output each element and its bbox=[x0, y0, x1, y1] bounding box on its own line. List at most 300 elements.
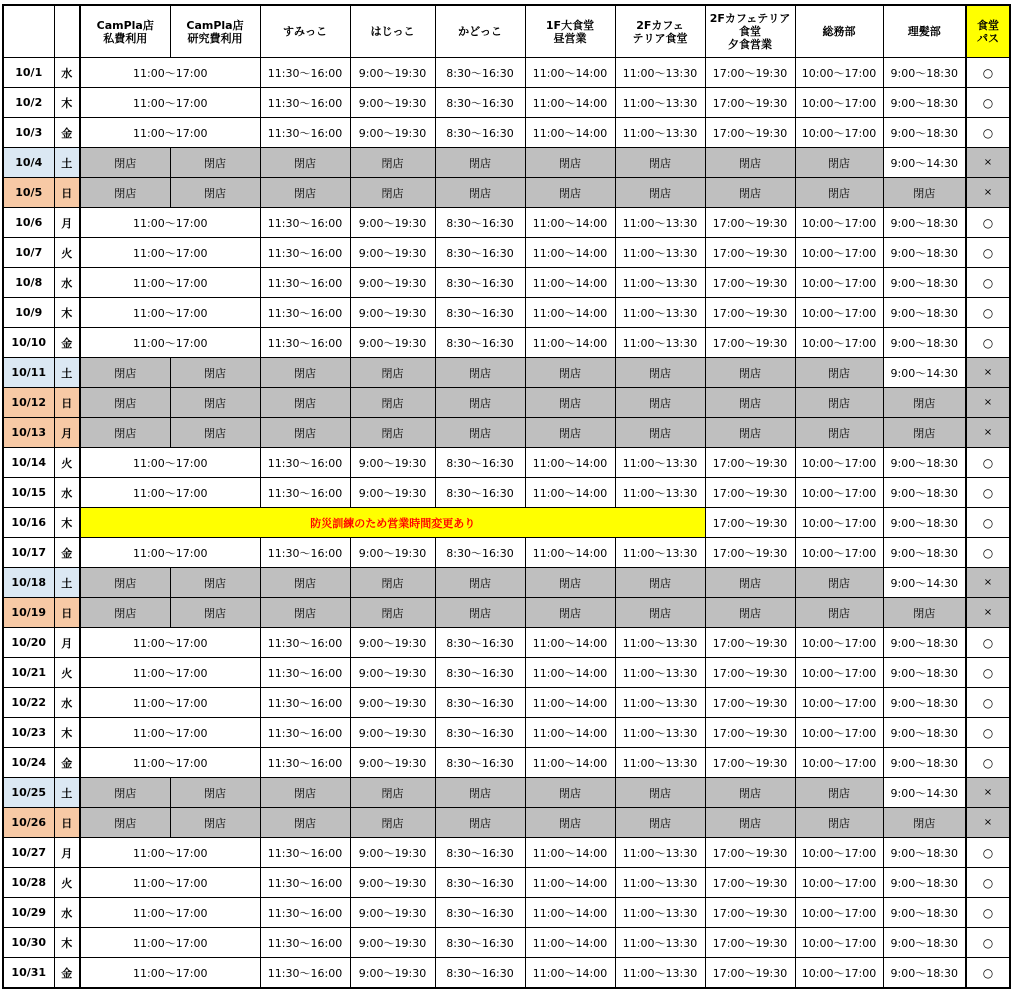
table-row bbox=[3, 688, 1010, 718]
barber-hours: 9:00〜14:30 bbox=[883, 148, 966, 178]
f2-cafeteria-hours: 11:00〜13:30 bbox=[615, 118, 705, 148]
campla-private-closed: 閉店 bbox=[80, 778, 170, 808]
general-affairs-hours: 10:00〜17:00 bbox=[795, 688, 883, 718]
cafeteria-pass-cell: × bbox=[966, 388, 1010, 418]
table-row bbox=[3, 148, 1010, 178]
notice-cell: 防災訓練のため営業時間変更あり bbox=[80, 508, 705, 538]
barber-hours: 9:00〜14:30 bbox=[883, 568, 966, 598]
cafeteria-pass-cell: ○ bbox=[966, 88, 1010, 118]
kadokko-closed: 閉店 bbox=[435, 178, 525, 208]
date-cell: 10/27 bbox=[3, 838, 54, 868]
date-cell: 10/25 bbox=[3, 778, 54, 808]
f2-dinner-hours: 17:00〜19:30 bbox=[705, 118, 795, 148]
sumikko-hours: 11:30〜16:00 bbox=[260, 838, 350, 868]
date-cell: 10/19 bbox=[3, 598, 54, 628]
table-row bbox=[3, 58, 1010, 88]
f2-cafeteria-hours: 11:00〜13:30 bbox=[615, 688, 705, 718]
f2-dinner-closed: 閉店 bbox=[705, 178, 795, 208]
hajikko-closed: 閉店 bbox=[350, 148, 435, 178]
hajikko-hours: 9:00〜19:30 bbox=[350, 628, 435, 658]
f2-cafeteria-hours: 11:00〜13:30 bbox=[615, 238, 705, 268]
campla-hours: 11:00〜17:00 bbox=[80, 838, 260, 868]
hajikko-closed: 閉店 bbox=[350, 178, 435, 208]
weekday-cell: 月 bbox=[54, 628, 80, 658]
kadokko-hours: 8:30〜16:30 bbox=[435, 928, 525, 958]
table-row bbox=[3, 448, 1010, 478]
f1-cafeteria-hours: 11:00〜14:00 bbox=[525, 928, 615, 958]
sumikko-hours: 11:30〜16:00 bbox=[260, 118, 350, 148]
f2-dinner-closed: 閉店 bbox=[705, 598, 795, 628]
f1-cafeteria-hours: 11:00〜14:00 bbox=[525, 208, 615, 238]
header-2f-dinner: 2Fカフェテリア 食堂 夕食営業 bbox=[705, 5, 795, 58]
barber-hours: 9:00〜18:30 bbox=[883, 748, 966, 778]
table-row bbox=[3, 298, 1010, 328]
kadokko-closed: 閉店 bbox=[435, 148, 525, 178]
sumikko-closed: 閉店 bbox=[260, 358, 350, 388]
f2-cafeteria-closed: 閉店 bbox=[615, 178, 705, 208]
cafeteria-pass-cell: × bbox=[966, 598, 1010, 628]
barber-hours: 9:00〜14:30 bbox=[883, 358, 966, 388]
general-affairs-hours: 10:00〜17:00 bbox=[795, 478, 883, 508]
f2-dinner-hours: 17:00〜19:30 bbox=[705, 508, 795, 538]
f2-cafeteria-hours: 11:00〜13:30 bbox=[615, 328, 705, 358]
table-row bbox=[3, 178, 1010, 208]
f1-cafeteria-closed: 閉店 bbox=[525, 598, 615, 628]
f1-cafeteria-closed: 閉店 bbox=[525, 388, 615, 418]
barber-closed: 閉店 bbox=[883, 808, 966, 838]
date-cell: 10/5 bbox=[3, 178, 54, 208]
weekday-cell: 土 bbox=[54, 358, 80, 388]
weekday-cell: 火 bbox=[54, 238, 80, 268]
kadokko-hours: 8:30〜16:30 bbox=[435, 958, 525, 989]
campla-hours: 11:00〜17:00 bbox=[80, 748, 260, 778]
hajikko-closed: 閉店 bbox=[350, 388, 435, 418]
f2-cafeteria-hours: 11:00〜13:30 bbox=[615, 448, 705, 478]
sumikko-hours: 11:30〜16:00 bbox=[260, 478, 350, 508]
table-row bbox=[3, 478, 1010, 508]
f2-cafeteria-hours: 11:00〜13:30 bbox=[615, 58, 705, 88]
sumikko-hours: 11:30〜16:00 bbox=[260, 748, 350, 778]
general-affairs-closed: 閉店 bbox=[795, 778, 883, 808]
hajikko-hours: 9:00〜19:30 bbox=[350, 958, 435, 989]
cafeteria-pass-cell: ○ bbox=[966, 898, 1010, 928]
hajikko-hours: 9:00〜19:30 bbox=[350, 88, 435, 118]
general-affairs-hours: 10:00〜17:00 bbox=[795, 868, 883, 898]
hajikko-hours: 9:00〜19:30 bbox=[350, 838, 435, 868]
barber-hours: 9:00〜18:30 bbox=[883, 508, 966, 538]
f2-dinner-hours: 17:00〜19:30 bbox=[705, 538, 795, 568]
date-cell: 10/4 bbox=[3, 148, 54, 178]
f2-dinner-closed: 閉店 bbox=[705, 148, 795, 178]
weekday-cell: 金 bbox=[54, 538, 80, 568]
f1-cafeteria-closed: 閉店 bbox=[525, 148, 615, 178]
sumikko-closed: 閉店 bbox=[260, 598, 350, 628]
f2-cafeteria-hours: 11:00〜13:30 bbox=[615, 298, 705, 328]
table-row bbox=[3, 748, 1010, 778]
f1-cafeteria-hours: 11:00〜14:00 bbox=[525, 868, 615, 898]
sumikko-hours: 11:30〜16:00 bbox=[260, 88, 350, 118]
f2-dinner-hours: 17:00〜19:30 bbox=[705, 448, 795, 478]
table-row bbox=[3, 118, 1010, 148]
f1-cafeteria-closed: 閉店 bbox=[525, 808, 615, 838]
cafeteria-pass-cell: × bbox=[966, 178, 1010, 208]
f2-cafeteria-hours: 11:00〜13:30 bbox=[615, 268, 705, 298]
campla-hours: 11:00〜17:00 bbox=[80, 658, 260, 688]
cafeteria-pass-cell: ○ bbox=[966, 958, 1010, 989]
barber-hours: 9:00〜18:30 bbox=[883, 838, 966, 868]
date-cell: 10/15 bbox=[3, 478, 54, 508]
date-cell: 10/10 bbox=[3, 328, 54, 358]
date-cell: 10/21 bbox=[3, 658, 54, 688]
date-cell: 10/3 bbox=[3, 118, 54, 148]
date-cell: 10/24 bbox=[3, 748, 54, 778]
cafeteria-pass-cell: ○ bbox=[966, 928, 1010, 958]
sumikko-hours: 11:30〜16:00 bbox=[260, 658, 350, 688]
weekday-cell: 土 bbox=[54, 568, 80, 598]
f2-dinner-hours: 17:00〜19:30 bbox=[705, 958, 795, 989]
cafeteria-pass-cell: ○ bbox=[966, 688, 1010, 718]
date-cell: 10/13 bbox=[3, 418, 54, 448]
hajikko-hours: 9:00〜19:30 bbox=[350, 448, 435, 478]
barber-hours: 9:00〜18:30 bbox=[883, 238, 966, 268]
date-cell: 10/18 bbox=[3, 568, 54, 598]
f2-cafeteria-closed: 閉店 bbox=[615, 598, 705, 628]
f1-cafeteria-hours: 11:00〜14:00 bbox=[525, 718, 615, 748]
barber-closed: 閉店 bbox=[883, 388, 966, 418]
table-row bbox=[3, 568, 1010, 598]
general-affairs-closed: 閉店 bbox=[795, 568, 883, 598]
table-row bbox=[3, 208, 1010, 238]
general-affairs-hours: 10:00〜17:00 bbox=[795, 928, 883, 958]
kadokko-hours: 8:30〜16:30 bbox=[435, 868, 525, 898]
campla-research-closed: 閉店 bbox=[170, 148, 260, 178]
f1-cafeteria-hours: 11:00〜14:00 bbox=[525, 118, 615, 148]
general-affairs-hours: 10:00〜17:00 bbox=[795, 748, 883, 778]
sumikko-hours: 11:30〜16:00 bbox=[260, 928, 350, 958]
table-row bbox=[3, 898, 1010, 928]
hajikko-closed: 閉店 bbox=[350, 808, 435, 838]
barber-hours: 9:00〜18:30 bbox=[883, 118, 966, 148]
hajikko-hours: 9:00〜19:30 bbox=[350, 658, 435, 688]
f1-cafeteria-closed: 閉店 bbox=[525, 358, 615, 388]
weekday-cell: 木 bbox=[54, 928, 80, 958]
campla-hours: 11:00〜17:00 bbox=[80, 928, 260, 958]
sumikko-closed: 閉店 bbox=[260, 568, 350, 598]
sumikko-closed: 閉店 bbox=[260, 808, 350, 838]
f2-dinner-hours: 17:00〜19:30 bbox=[705, 328, 795, 358]
kadokko-hours: 8:30〜16:30 bbox=[435, 688, 525, 718]
header-hajikko: はじっこ bbox=[350, 5, 435, 58]
f2-dinner-hours: 17:00〜19:30 bbox=[705, 298, 795, 328]
sumikko-hours: 11:30〜16:00 bbox=[260, 538, 350, 568]
date-cell: 10/22 bbox=[3, 688, 54, 718]
sumikko-hours: 11:30〜16:00 bbox=[260, 298, 350, 328]
kadokko-hours: 8:30〜16:30 bbox=[435, 718, 525, 748]
hajikko-closed: 閉店 bbox=[350, 778, 435, 808]
f1-cafeteria-closed: 閉店 bbox=[525, 568, 615, 598]
weekday-cell: 木 bbox=[54, 508, 80, 538]
general-affairs-closed: 閉店 bbox=[795, 148, 883, 178]
campla-hours: 11:00〜17:00 bbox=[80, 58, 260, 88]
general-affairs-hours: 10:00〜17:00 bbox=[795, 838, 883, 868]
header-general-affairs: 総務部 bbox=[795, 5, 883, 58]
cafeteria-pass-cell: ○ bbox=[966, 298, 1010, 328]
general-affairs-hours: 10:00〜17:00 bbox=[795, 268, 883, 298]
cafeteria-pass-cell: ○ bbox=[966, 238, 1010, 268]
weekday-cell: 水 bbox=[54, 478, 80, 508]
hajikko-hours: 9:00〜19:30 bbox=[350, 688, 435, 718]
barber-hours: 9:00〜18:30 bbox=[883, 688, 966, 718]
weekday-cell: 火 bbox=[54, 868, 80, 898]
table-row bbox=[3, 508, 1010, 538]
table-row bbox=[3, 868, 1010, 898]
kadokko-hours: 8:30〜16:30 bbox=[435, 58, 525, 88]
weekday-cell: 月 bbox=[54, 418, 80, 448]
f1-cafeteria-closed: 閉店 bbox=[525, 418, 615, 448]
cafeteria-pass-cell: ○ bbox=[966, 868, 1010, 898]
table-row bbox=[3, 778, 1010, 808]
sumikko-hours: 11:30〜16:00 bbox=[260, 448, 350, 478]
cafeteria-pass-cell: ○ bbox=[966, 448, 1010, 478]
sumikko-hours: 11:30〜16:00 bbox=[260, 958, 350, 989]
table-row bbox=[3, 538, 1010, 568]
weekday-cell: 火 bbox=[54, 658, 80, 688]
f2-cafeteria-hours: 11:00〜13:30 bbox=[615, 868, 705, 898]
kadokko-hours: 8:30〜16:30 bbox=[435, 478, 525, 508]
f2-cafeteria-hours: 11:00〜13:30 bbox=[615, 478, 705, 508]
weekday-cell: 日 bbox=[54, 388, 80, 418]
campla-research-closed: 閉店 bbox=[170, 418, 260, 448]
weekday-cell: 土 bbox=[54, 148, 80, 178]
f1-cafeteria-hours: 11:00〜14:00 bbox=[525, 538, 615, 568]
general-affairs-hours: 10:00〜17:00 bbox=[795, 538, 883, 568]
f1-cafeteria-hours: 11:00〜14:00 bbox=[525, 688, 615, 718]
weekday-cell: 木 bbox=[54, 88, 80, 118]
campla-hours: 11:00〜17:00 bbox=[80, 478, 260, 508]
kadokko-hours: 8:30〜16:30 bbox=[435, 628, 525, 658]
f2-cafeteria-hours: 11:00〜13:30 bbox=[615, 88, 705, 118]
header-barber: 理髪部 bbox=[883, 5, 966, 58]
weekday-cell: 金 bbox=[54, 748, 80, 778]
hajikko-hours: 9:00〜19:30 bbox=[350, 748, 435, 778]
hajikko-closed: 閉店 bbox=[350, 358, 435, 388]
date-cell: 10/28 bbox=[3, 868, 54, 898]
barber-hours: 9:00〜18:30 bbox=[883, 538, 966, 568]
cafeteria-pass-cell: ○ bbox=[966, 748, 1010, 778]
date-cell: 10/14 bbox=[3, 448, 54, 478]
campla-private-closed: 閉店 bbox=[80, 568, 170, 598]
f2-dinner-closed: 閉店 bbox=[705, 358, 795, 388]
barber-hours: 9:00〜18:30 bbox=[883, 898, 966, 928]
kadokko-closed: 閉店 bbox=[435, 598, 525, 628]
kadokko-hours: 8:30〜16:30 bbox=[435, 118, 525, 148]
kadokko-hours: 8:30〜16:30 bbox=[435, 448, 525, 478]
cafeteria-pass-cell: ○ bbox=[966, 328, 1010, 358]
date-cell: 10/9 bbox=[3, 298, 54, 328]
table-row bbox=[3, 838, 1010, 868]
header-kadokko: かどっこ bbox=[435, 5, 525, 58]
f1-cafeteria-hours: 11:00〜14:00 bbox=[525, 298, 615, 328]
date-cell: 10/8 bbox=[3, 268, 54, 298]
campla-hours: 11:00〜17:00 bbox=[80, 718, 260, 748]
f2-dinner-hours: 17:00〜19:30 bbox=[705, 898, 795, 928]
kadokko-closed: 閉店 bbox=[435, 418, 525, 448]
hajikko-hours: 9:00〜19:30 bbox=[350, 868, 435, 898]
kadokko-closed: 閉店 bbox=[435, 808, 525, 838]
campla-research-closed: 閉店 bbox=[170, 778, 260, 808]
f2-dinner-hours: 17:00〜19:30 bbox=[705, 628, 795, 658]
campla-research-closed: 閉店 bbox=[170, 568, 260, 598]
barber-hours: 9:00〜18:30 bbox=[883, 718, 966, 748]
campla-private-closed: 閉店 bbox=[80, 388, 170, 418]
hajikko-closed: 閉店 bbox=[350, 418, 435, 448]
table-row bbox=[3, 238, 1010, 268]
sumikko-closed: 閉店 bbox=[260, 778, 350, 808]
general-affairs-hours: 10:00〜17:00 bbox=[795, 118, 883, 148]
table-row bbox=[3, 958, 1010, 989]
f1-cafeteria-hours: 11:00〜14:00 bbox=[525, 88, 615, 118]
cafeteria-pass-cell: × bbox=[966, 358, 1010, 388]
f2-cafeteria-closed: 閉店 bbox=[615, 148, 705, 178]
weekday-cell: 水 bbox=[54, 898, 80, 928]
table-row bbox=[3, 928, 1010, 958]
kadokko-hours: 8:30〜16:30 bbox=[435, 208, 525, 238]
f2-dinner-hours: 17:00〜19:30 bbox=[705, 238, 795, 268]
date-cell: 10/11 bbox=[3, 358, 54, 388]
schedule-body bbox=[3, 58, 1010, 989]
barber-closed: 閉店 bbox=[883, 598, 966, 628]
general-affairs-hours: 10:00〜17:00 bbox=[795, 628, 883, 658]
header-2f-cafeteria: 2Fカフェ テリア食堂 bbox=[615, 5, 705, 58]
campla-hours: 11:00〜17:00 bbox=[80, 268, 260, 298]
f2-cafeteria-hours: 11:00〜13:30 bbox=[615, 958, 705, 989]
cafeteria-pass-cell: ○ bbox=[966, 58, 1010, 88]
campla-research-closed: 閉店 bbox=[170, 598, 260, 628]
campla-hours: 11:00〜17:00 bbox=[80, 238, 260, 268]
cafeteria-pass-cell: ○ bbox=[966, 658, 1010, 688]
f2-cafeteria-hours: 11:00〜13:30 bbox=[615, 748, 705, 778]
general-affairs-closed: 閉店 bbox=[795, 418, 883, 448]
barber-hours: 9:00〜18:30 bbox=[883, 58, 966, 88]
f2-dinner-hours: 17:00〜19:30 bbox=[705, 268, 795, 298]
f1-cafeteria-hours: 11:00〜14:00 bbox=[525, 238, 615, 268]
barber-hours: 9:00〜18:30 bbox=[883, 208, 966, 238]
date-cell: 10/30 bbox=[3, 928, 54, 958]
f2-dinner-closed: 閉店 bbox=[705, 388, 795, 418]
hajikko-hours: 9:00〜19:30 bbox=[350, 208, 435, 238]
kadokko-hours: 8:30〜16:30 bbox=[435, 238, 525, 268]
barber-closed: 閉店 bbox=[883, 178, 966, 208]
weekday-cell: 日 bbox=[54, 808, 80, 838]
campla-hours: 11:00〜17:00 bbox=[80, 538, 260, 568]
date-cell: 10/16 bbox=[3, 508, 54, 538]
campla-private-closed: 閉店 bbox=[80, 598, 170, 628]
general-affairs-closed: 閉店 bbox=[795, 598, 883, 628]
f2-dinner-hours: 17:00〜19:30 bbox=[705, 58, 795, 88]
weekday-cell: 火 bbox=[54, 448, 80, 478]
f2-dinner-hours: 17:00〜19:30 bbox=[705, 838, 795, 868]
sumikko-hours: 11:30〜16:00 bbox=[260, 718, 350, 748]
general-affairs-closed: 閉店 bbox=[795, 178, 883, 208]
f1-cafeteria-hours: 11:00〜14:00 bbox=[525, 448, 615, 478]
date-cell: 10/6 bbox=[3, 208, 54, 238]
f1-cafeteria-hours: 11:00〜14:00 bbox=[525, 268, 615, 298]
barber-hours: 9:00〜18:30 bbox=[883, 268, 966, 298]
f2-dinner-hours: 17:00〜19:30 bbox=[705, 658, 795, 688]
sumikko-hours: 11:30〜16:00 bbox=[260, 628, 350, 658]
general-affairs-hours: 10:00〜17:00 bbox=[795, 718, 883, 748]
f1-cafeteria-hours: 11:00〜14:00 bbox=[525, 898, 615, 928]
f1-cafeteria-hours: 11:00〜14:00 bbox=[525, 628, 615, 658]
weekday-cell: 水 bbox=[54, 58, 80, 88]
hajikko-hours: 9:00〜19:30 bbox=[350, 238, 435, 268]
barber-closed: 閉店 bbox=[883, 418, 966, 448]
header-sumikko: すみっこ bbox=[260, 5, 350, 58]
f1-cafeteria-hours: 11:00〜14:00 bbox=[525, 838, 615, 868]
weekday-cell: 月 bbox=[54, 208, 80, 238]
date-cell: 10/1 bbox=[3, 58, 54, 88]
header-campla-research: CamPla店 研究費利用 bbox=[170, 5, 260, 58]
hours-table bbox=[2, 4, 1011, 989]
f2-dinner-hours: 17:00〜19:30 bbox=[705, 88, 795, 118]
general-affairs-hours: 10:00〜17:00 bbox=[795, 88, 883, 118]
table-row bbox=[3, 808, 1010, 838]
weekday-cell: 木 bbox=[54, 718, 80, 748]
f2-dinner-hours: 17:00〜19:30 bbox=[705, 868, 795, 898]
barber-hours: 9:00〜18:30 bbox=[883, 478, 966, 508]
f2-dinner-hours: 17:00〜19:30 bbox=[705, 688, 795, 718]
date-cell: 10/17 bbox=[3, 538, 54, 568]
cafeteria-pass-cell: × bbox=[966, 808, 1010, 838]
barber-hours: 9:00〜18:30 bbox=[883, 328, 966, 358]
sumikko-hours: 11:30〜16:00 bbox=[260, 58, 350, 88]
date-cell: 10/23 bbox=[3, 718, 54, 748]
cafeteria-pass-cell: × bbox=[966, 418, 1010, 448]
cafeteria-pass-cell: ○ bbox=[966, 538, 1010, 568]
table-row bbox=[3, 418, 1010, 448]
weekday-cell: 金 bbox=[54, 118, 80, 148]
f2-cafeteria-closed: 閉店 bbox=[615, 568, 705, 598]
hajikko-hours: 9:00〜19:30 bbox=[350, 718, 435, 748]
general-affairs-closed: 閉店 bbox=[795, 358, 883, 388]
sumikko-hours: 11:30〜16:00 bbox=[260, 268, 350, 298]
campla-hours: 11:00〜17:00 bbox=[80, 328, 260, 358]
kadokko-hours: 8:30〜16:30 bbox=[435, 748, 525, 778]
sumikko-hours: 11:30〜16:00 bbox=[260, 898, 350, 928]
f1-cafeteria-closed: 閉店 bbox=[525, 778, 615, 808]
sumikko-hours: 11:30〜16:00 bbox=[260, 208, 350, 238]
header-campla-private: CamPla店 私費利用 bbox=[80, 5, 170, 58]
kadokko-hours: 8:30〜16:30 bbox=[435, 538, 525, 568]
table-row bbox=[3, 388, 1010, 418]
hajikko-hours: 9:00〜19:30 bbox=[350, 538, 435, 568]
cafeteria-pass-cell: × bbox=[966, 778, 1010, 808]
campla-hours: 11:00〜17:00 bbox=[80, 868, 260, 898]
kadokko-hours: 8:30〜16:30 bbox=[435, 328, 525, 358]
f1-cafeteria-hours: 11:00〜14:00 bbox=[525, 958, 615, 989]
cafeteria-pass-cell: × bbox=[966, 568, 1010, 598]
sumikko-closed: 閉店 bbox=[260, 388, 350, 418]
campla-research-closed: 閉店 bbox=[170, 358, 260, 388]
campla-hours: 11:00〜17:00 bbox=[80, 628, 260, 658]
f2-dinner-hours: 17:00〜19:30 bbox=[705, 748, 795, 778]
kadokko-hours: 8:30〜16:30 bbox=[435, 898, 525, 928]
header-cafeteria-pass: 食堂 パス bbox=[966, 5, 1010, 58]
cafeteria-pass-cell: ○ bbox=[966, 268, 1010, 298]
f2-cafeteria-hours: 11:00〜13:30 bbox=[615, 928, 705, 958]
hajikko-hours: 9:00〜19:30 bbox=[350, 58, 435, 88]
table-row bbox=[3, 598, 1010, 628]
